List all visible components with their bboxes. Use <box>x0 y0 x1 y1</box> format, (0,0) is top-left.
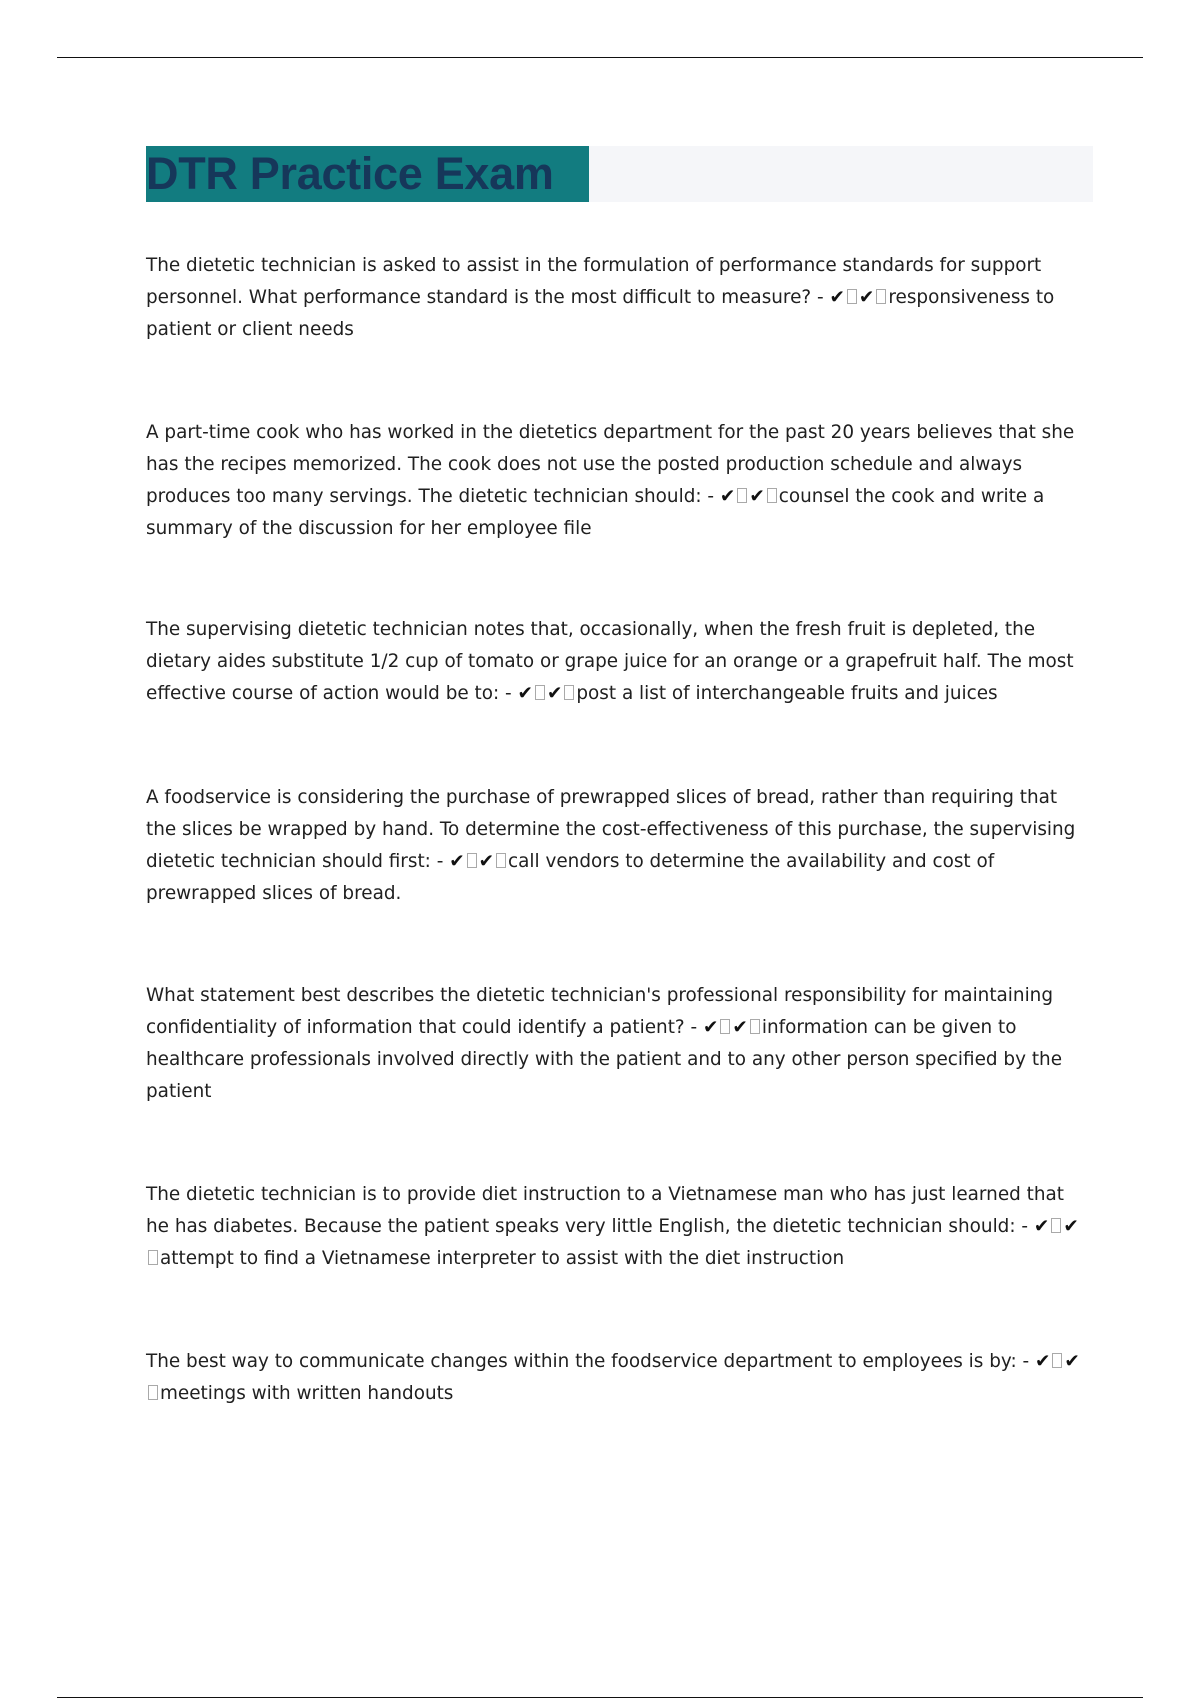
check-icon: ✔ <box>546 683 563 704</box>
answer-separator: - <box>701 486 720 507</box>
answer-text: information can be given to healthcare professionals involved directly with the patient and to any other person specified by the patient <box>146 1017 1063 1102</box>
check-icon: ✔ <box>1034 1351 1051 1372</box>
question-text: A foodservice is considering the purchase of prewrapped slices of bread, rather than requiring that the slices be wrapped by hand. To determine the cost-effectiveness of this purchase, the supervising dietetic technician should first: <box>146 787 1076 872</box>
qa-item-6 <box>146 1179 1092 1275</box>
check-icon: ✔ <box>829 287 845 308</box>
answer-text: meetings with written handouts <box>160 1383 454 1404</box>
qa-item-5 <box>146 980 1092 1108</box>
qa-item-1 <box>146 250 1092 346</box>
question-text: The dietetic technician is to provide diet instruction to a Vietnamese man who has just learned that he has diabetes. Because the patient speaks very little English, the dietetic technician should: <box>146 1184 1065 1237</box>
empty-box-icon <box>737 488 747 503</box>
answer-separator: - <box>1015 1216 1034 1237</box>
question-text: The supervising dietetic technician notes that, occasionally, when the fresh fruit is depleted, the dietary aides substitute 1/2 cup of tomato or grape juice for an orange or a grapefruit half. The most effective course of action would be to: <box>146 619 1074 704</box>
empty-box-icon <box>148 1250 158 1265</box>
answer-text: post a list of interchangeable fruits and juices <box>576 683 998 704</box>
answer-separator: - <box>1016 1351 1035 1372</box>
empty-box-icon <box>876 289 886 304</box>
check-icon: ✔ <box>719 486 736 507</box>
answer-separator: - <box>684 1017 703 1038</box>
check-icon: ✔ <box>1064 1351 1080 1372</box>
check-icon: ✔ <box>1063 1216 1079 1237</box>
answer-text: call vendors to determine the availability and cost of prewrapped slices of bread. <box>146 851 995 904</box>
question-text: The best way to communicate changes within the foodservice department to employees is by: <box>146 1351 1017 1372</box>
empty-box-icon <box>496 853 506 868</box>
check-icon: ✔ <box>517 683 533 704</box>
page-title: DTR Practice Exam <box>146 148 554 199</box>
title-band <box>146 146 1093 202</box>
empty-box-icon <box>148 1385 158 1400</box>
check-icon: ✔ <box>449 851 465 872</box>
qa-item-2 <box>146 417 1092 545</box>
check-icon: ✔ <box>1033 1216 1050 1237</box>
top-rule <box>57 57 1143 58</box>
check-icon: ✔ <box>749 486 765 507</box>
answer-separator: - <box>430 851 450 872</box>
check-icon: ✔ <box>478 851 495 872</box>
empty-box-icon <box>750 1019 760 1034</box>
check-icon: ✔ <box>732 1017 748 1038</box>
empty-box-icon <box>467 853 477 868</box>
answer-text: counsel the cook and write a summary of the discussion for her employee file <box>146 486 1045 539</box>
answer-text: attempt to find a Vietnamese interpreter to assist with the diet instruction <box>160 1248 845 1269</box>
qa-item-4 <box>146 782 1092 910</box>
answer-separator: - <box>811 287 830 308</box>
empty-box-icon <box>535 685 545 700</box>
question-text: The dietetic technician is asked to assist in the formulation of performance standards for support personnel. What performance standard is the most difficult to measure? <box>146 255 1042 308</box>
check-icon: ✔ <box>703 1017 719 1038</box>
empty-box-icon <box>767 488 777 503</box>
check-icon: ✔ <box>858 287 875 308</box>
empty-box-icon <box>1051 1218 1061 1233</box>
question-text: A part-time cook who has worked in the dietetics department for the past 20 years believes that she has the recipes memorized. The cook does not use the posted production schedule and always produces too many servings. The dietetic technician should: <box>146 422 1075 507</box>
answer-separator: - <box>499 683 518 704</box>
empty-box-icon <box>564 685 574 700</box>
qa-item-7 <box>146 1346 1092 1410</box>
answer-text: responsiveness to patient or client needs <box>146 287 1055 340</box>
empty-box-icon <box>720 1019 730 1034</box>
empty-box-icon <box>1052 1353 1062 1368</box>
qa-item-3 <box>146 614 1092 710</box>
empty-box-icon <box>847 289 857 304</box>
bottom-rule <box>57 1697 1143 1698</box>
question-text: What statement best describes the dietetic technician's professional responsibility for maintaining confidentiality of information that could identify a patient? <box>146 985 1054 1038</box>
